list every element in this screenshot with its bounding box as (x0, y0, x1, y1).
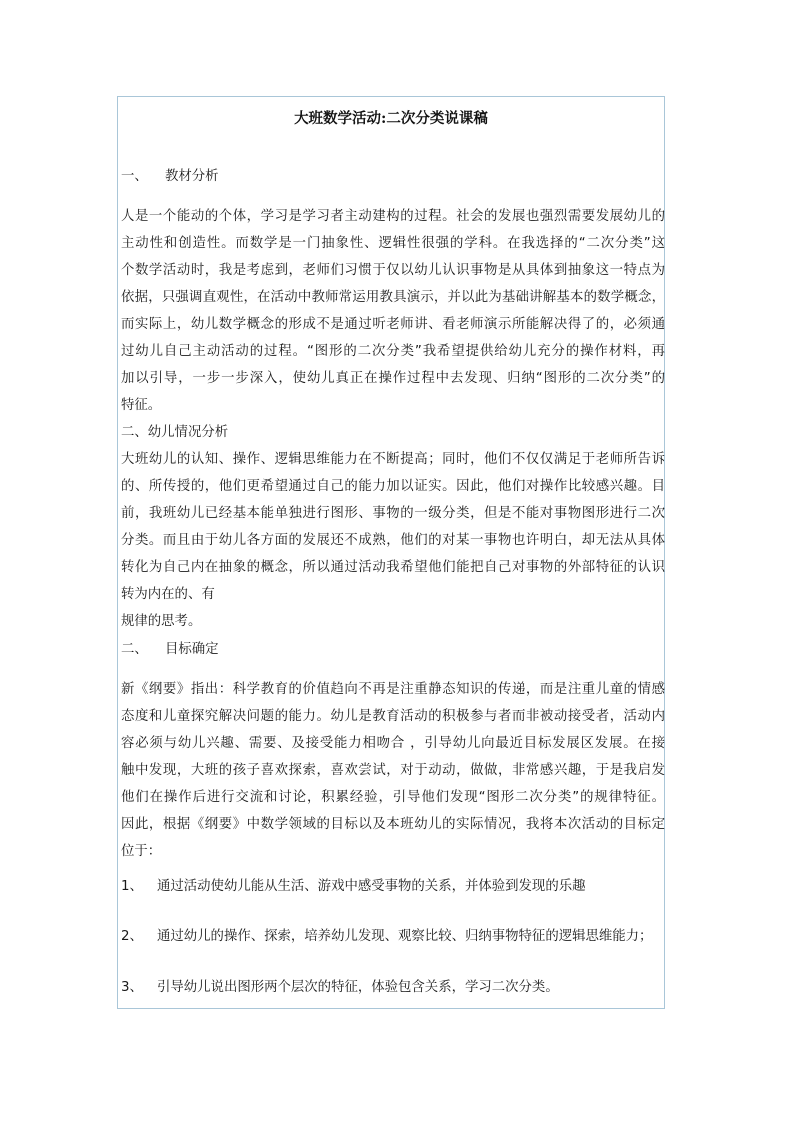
goal-text: 通过幼儿的操作、探索，培养幼儿发现、观察比较、归纳事物特征的逻辑思维能力； (157, 929, 653, 944)
section-heading-teaching-material (121, 167, 665, 187)
section-number: 二、 (121, 642, 148, 657)
paragraph-line: 前，我班幼儿已经基本能单独进行图形、事物的一级分类，但是不能对事物图形进行二次 (121, 506, 665, 521)
goal-number: 2、 (121, 929, 143, 944)
goal-item (121, 978, 665, 998)
paragraph-line: 规律的思考。 (121, 614, 202, 629)
section-heading-goals (121, 640, 665, 660)
paragraph-line: 转为内在的、有 (121, 587, 215, 602)
document-frame (117, 96, 665, 1009)
paragraph-line: 特征。 (121, 398, 162, 413)
paragraph-line: 而实际上，幼儿数学概念的形成不是通过听老师讲、看老师演示所能解决得了的，必须通 (121, 317, 665, 332)
paragraph-line: 人是一个能动的个体，学习是学习者主动建构的过程。社会的发展也强烈需要发展幼儿的 (121, 209, 665, 224)
paragraph-line: 加以引导，一步一步深入，使幼儿真正在操作过程中去发现、归纳“图形的二次分类”的 (121, 371, 665, 386)
paragraph-line: 位于： (121, 844, 162, 859)
paragraph-line: 因此，根据《纲要》中数学领域的目标以及本班幼儿的实际情况，我将本次活动的目标定 (121, 817, 665, 832)
goal-number: 3、 (121, 980, 143, 995)
goal-item (121, 927, 665, 947)
paragraph-line: 新《纲要》指出：科学教育的价值趋向不再是注重静态知识的传递，而是注重儿童的情感 (121, 682, 665, 697)
paragraph-line: 的、所传授的，他们更希望通过自己的能力加以证实。因此，他们对操作比较感兴趣。目 (121, 479, 665, 494)
paragraph-line: 触中发现，大班的孩子喜欢探索，喜欢尝试，对于动动，做做，非常感兴趣，于是我启发 (121, 763, 665, 778)
section-heading-text: 教材分析 (165, 169, 219, 184)
paragraph-line: 主动性和创造性。而数学是一门抽象性、逻辑性很强的学科。在我选择的“二次分类”这 (121, 236, 665, 251)
paragraph-line: 态度和儿童探究解决问题的能力。幼儿是教育活动的积极参与者而非被动接受者，活动内 (121, 709, 665, 724)
paragraph-line: 依据，只强调直观性，在活动中教师常运用教具演示，并以此为基础讲解基本的数学概念， (121, 290, 665, 305)
paragraph-line: 他们在操作后进行交流和讨论，积累经验，引导他们发现“图形二次分类”的规律特征。 (121, 790, 665, 805)
section-number: 一、 (121, 169, 148, 184)
goal-item (121, 877, 665, 897)
goal-text: 引导幼儿说出图形两个层次的特征，体验包含关系，学习二次分类。 (157, 980, 559, 995)
section-heading-child-analysis: 二、幼儿情况分析 (121, 425, 229, 440)
paragraph-line: 分类。而且由于幼儿各方面的发展还不成熟，他们的对某一事物也许明白，却无法从具体 (121, 533, 665, 548)
paragraph-line: 转化为自己内在抽象的概念，所以通过活动我希望他们能把自己对事物的外部特征的认识 (121, 560, 665, 575)
goal-text: 通过活动使幼儿能从生活、游戏中感受事物的关系，并体验到发现的乐趣 (157, 879, 586, 894)
paragraph-line: 个数学活动时，我是考虑到，老师们习惯于仅以幼儿认识事物是从具体到抽象这一特点为 (121, 263, 665, 278)
document-title: 大班数学活动:二次分类说课稿 (294, 110, 488, 127)
paragraph-line: 过幼儿自己主动活动的过程。“图形的二次分类”我希望提供给幼儿充分的操作材料，再 (121, 344, 665, 359)
paragraph-line: 大班幼儿的认知、操作、逻辑思维能力在不断提高；同时，他们不仅仅满足于老师所告诉 (121, 452, 665, 467)
paragraph-line: 容必须与幼儿兴趣、需要、及接受能力相吻合 ，引导幼儿向最近目标发展区发展。在接 (121, 736, 665, 751)
section-heading-text: 目标确定 (165, 642, 219, 657)
goal-number: 1、 (121, 879, 143, 894)
